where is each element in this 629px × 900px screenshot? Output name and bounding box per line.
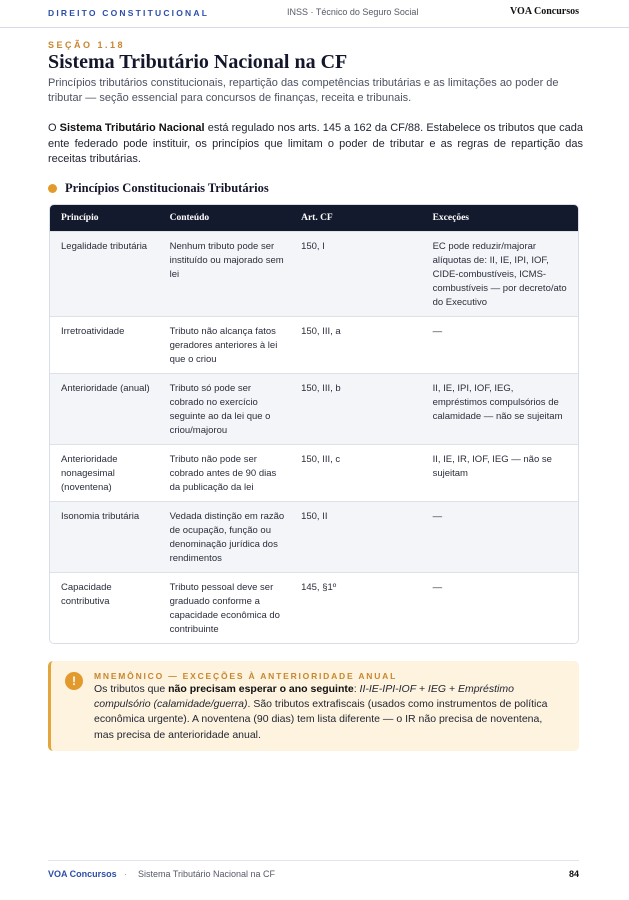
table-cell-content: Tributo não alcança fatos geradores anteriores à lei que o criou bbox=[169, 326, 278, 365]
page-footer bbox=[48, 860, 579, 890]
principles-table bbox=[49, 204, 579, 644]
intro-bold-term: Sistema Tributário Nacional bbox=[59, 122, 205, 134]
table-cell-content: Vedada distinção em razão de ocupação, função ou denominação jurídica dos rendimentos bbox=[169, 511, 285, 564]
table-cell-exceptions: EC pode reduzir/majorar alíquotas de: II, IE, IPI, IOF, CIDE-combustíveis, ICMS-combustíveis — por decreto/ato do Executivo bbox=[432, 241, 567, 308]
table-cell-principle: Anterioridade nonagesimal (noventena) bbox=[61, 454, 118, 493]
table-row bbox=[50, 316, 578, 373]
table-row bbox=[50, 572, 578, 643]
table-cell-article: 145, §1º bbox=[301, 582, 337, 593]
table-cell-exceptions: II, IE, IPI, IOF, IEG, empréstimos compulsórios de calamidade — não se sujeitam bbox=[432, 383, 563, 422]
mnemonic-callout bbox=[48, 661, 579, 751]
table-cell-exceptions: II, IE, IR, IOF, IEG — não se sujeitam bbox=[432, 454, 552, 479]
header-subject: DIREITO CONSTITUCIONAL bbox=[48, 8, 210, 18]
page-header bbox=[0, 0, 629, 28]
callout-text: . São tributos extrafiscais (usados como instrumentos de política econômica urgente). A noventena (90 dias) tem lista diferente — o IR não precisa de noventena, mas precisa de anterioridade anual. bbox=[94, 698, 548, 741]
table-cell-article: 150, II bbox=[301, 511, 328, 522]
table-cell-principle: Irretroatividade bbox=[61, 326, 125, 337]
table-cell-article: 150, III, c bbox=[301, 454, 341, 465]
table-cell-exceptions: — bbox=[432, 326, 443, 337]
table-row bbox=[50, 373, 578, 444]
bullet-dot-icon bbox=[48, 184, 57, 193]
footer-brand: VOA Concursos bbox=[48, 869, 117, 879]
principles-heading-text: Princípios Constitucionais Tributários bbox=[65, 180, 269, 195]
callout-bold: não precisam esperar o ano seguinte bbox=[168, 683, 354, 695]
table-cell-principle: Anterioridade (anual) bbox=[61, 383, 150, 394]
table-row bbox=[50, 501, 578, 572]
table-cell-article: 150, III, a bbox=[301, 326, 341, 337]
table-body bbox=[50, 231, 578, 643]
table-row bbox=[50, 231, 578, 316]
callout-italic: II-IE-IPI-IOF + IEG + Empréstimo compulsório (calamidade/guerra) bbox=[94, 683, 514, 711]
footer-separator: · bbox=[124, 869, 127, 879]
table-cell-content: Nenhum tributo pode ser instituído ou majorado sem lei bbox=[169, 241, 284, 280]
callout-label: MNEMÔNICO — EXCEÇÕES À ANTERIORIDADE ANUAL bbox=[94, 671, 398, 681]
callout-text: Os tributos que bbox=[94, 683, 169, 695]
page-title: Sistema Tributário Nacional na CF bbox=[48, 51, 348, 73]
intro-text-1: O bbox=[48, 122, 60, 134]
table-cell-content: Tributo pessoal deve ser graduado conforme a capacidade econômica do contribuinte bbox=[169, 582, 280, 635]
table-cell-principle: Legalidade tributária bbox=[61, 241, 148, 252]
table-cell-article: 150, III, b bbox=[301, 383, 341, 394]
callout-body bbox=[94, 682, 564, 743]
table-row bbox=[50, 444, 578, 501]
table-header-cell: Conteúdo bbox=[169, 213, 210, 223]
table-header-cell: Exceções bbox=[432, 213, 469, 223]
table-header-row bbox=[50, 205, 578, 231]
table-cell-principle: Isonomia tributária bbox=[61, 511, 140, 522]
page-number: 84 bbox=[568, 869, 579, 879]
table-header-cell: Art. CF bbox=[301, 213, 333, 223]
table-cell-exceptions: — bbox=[432, 582, 443, 593]
header-brand: VOA Concursos bbox=[510, 6, 579, 17]
table-cell-content: Tributo só pode ser cobrado no exercício seguinte ao da lei que o criou/majorou bbox=[169, 383, 271, 436]
intro-text-2: está regulado nos arts. 145 a 162 da CF/88. Estabelece os tributos que cada ente federado pode instituir, os princípios que limitam o poder de tributar e as regras de repartição das receitas tributárias. bbox=[48, 122, 583, 165]
footer-section: Sistema Tributário Nacional na CF bbox=[138, 869, 276, 879]
page-subtitle: Princípios tributários constitucionais, repartição das competências tributárias e as limitações ao poder de tributar — seção essencial para concursos de finanças, receita e tribunais. bbox=[48, 77, 559, 104]
table-cell-article: 150, I bbox=[301, 241, 325, 252]
section-label: SEÇÃO 1.18 bbox=[48, 40, 126, 50]
table-cell-content: Tributo não pode ser cobrado antes de 90 dias da publicação da lei bbox=[169, 454, 277, 493]
callout-text: : bbox=[353, 683, 360, 695]
intro-paragraph bbox=[48, 121, 583, 168]
exclamation-icon: ! bbox=[65, 672, 83, 690]
principles-heading bbox=[48, 180, 269, 196]
table-cell-principle: Capacidade contributiva bbox=[61, 582, 112, 607]
header-exam: INSS · Técnico do Seguro Social bbox=[287, 7, 419, 17]
table-header-cell: Princípio bbox=[61, 213, 99, 223]
table-cell-exceptions: — bbox=[432, 511, 443, 522]
